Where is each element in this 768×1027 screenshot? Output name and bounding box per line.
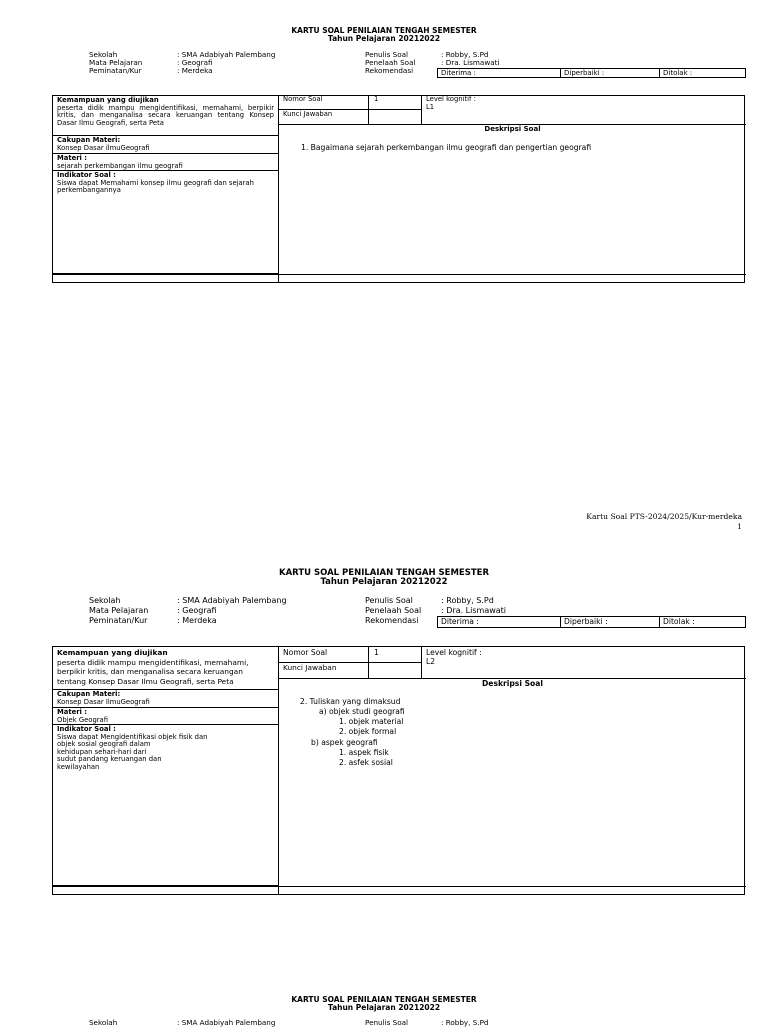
materi-text: Objek Geografi bbox=[57, 715, 108, 724]
footer-page-number: 1 bbox=[737, 522, 742, 531]
indikator-line: objek sosial geografi dalam bbox=[57, 740, 151, 749]
value-penulis: : Robby, S.Pd bbox=[441, 1018, 489, 1027]
materi-heading: Materi : bbox=[57, 154, 87, 162]
diperbaiki-cell: Diperbaiki : bbox=[561, 617, 660, 627]
indikator-heading: Indikator Soal : bbox=[57, 725, 116, 733]
kemampuan-text: peserta didik mampu mengidentifikasi, memahami, berpikir kritis, dan menganalisa secara keruangan tentang Konsep Dasar Ilmu Geografi, serta Peta bbox=[57, 657, 249, 686]
materi-heading: Materi : bbox=[57, 708, 87, 716]
materi-text: sejarah perkembangan ilmu geografi bbox=[57, 161, 183, 170]
document-title: KARTU SOAL PENILAIAN TENGAH SEMESTER bbox=[291, 26, 477, 35]
level-kognitif-label: Level kognitif : bbox=[426, 95, 476, 103]
label-mapel: Mata Pelajaran bbox=[89, 606, 149, 615]
question-line: a) objek studi geografi bbox=[319, 707, 405, 716]
value-penelaah: : Dra. Lismawati bbox=[441, 58, 500, 67]
label-penelaah: Penelaah Soal bbox=[365, 58, 416, 67]
cakupan-heading: Cakupan Materi: bbox=[57, 690, 121, 698]
document-title: KARTU SOAL PENILAIAN TENGAH SEMESTER bbox=[279, 568, 489, 578]
footer-doc-code: Kartu Soal PTS-2024/2025/Kur-merdeka bbox=[586, 512, 742, 521]
level-kognitif-label: Level kognitif : bbox=[426, 648, 482, 657]
cakupan-text: Konsep Dasar IlmuGeografi bbox=[57, 697, 150, 706]
nomor-soal-label: Nomor Soal bbox=[283, 95, 323, 103]
label-peminatan: Peminatan/Kur bbox=[89, 66, 142, 75]
value-sekolah: : SMA Adabiyah Palembang bbox=[177, 1018, 276, 1027]
level-kognitif-value: L2 bbox=[426, 657, 436, 666]
question-line: 1. aspek fisik bbox=[339, 748, 389, 757]
indikator-heading: Indikator Soal : bbox=[57, 171, 116, 179]
question-line: 2. objek formal bbox=[339, 727, 397, 736]
label-sekolah: Sekolah bbox=[89, 1018, 118, 1027]
value-peminatan: : Merdeka bbox=[177, 66, 213, 75]
kemampuan-heading: Kemampuan yang diujikan bbox=[57, 96, 159, 104]
kunci-jawaban-label: Kunci Jawaban bbox=[283, 110, 333, 118]
diterima-cell: Diterima : bbox=[438, 69, 561, 77]
label-sekolah: Sekolah bbox=[89, 596, 121, 605]
diperbaiki-cell: Diperbaiki : bbox=[561, 69, 660, 77]
indikator-line: sudut pandang keruangan dan bbox=[57, 755, 162, 764]
indikator-line: Siswa dapat Mengidentifikasi objek fisik dan bbox=[57, 732, 208, 741]
value-mapel: : Geografi bbox=[177, 58, 213, 67]
cakupan-heading: Cakupan Materi: bbox=[57, 136, 121, 144]
deskripsi-soal-heading: Deskripsi Soal bbox=[484, 125, 541, 133]
ditolak-cell: Ditolak : bbox=[663, 69, 693, 77]
label-sekolah: Sekolah bbox=[89, 50, 118, 59]
level-kognitif-value: L1 bbox=[426, 103, 435, 111]
nomor-soal-value: 1 bbox=[374, 648, 379, 657]
label-penulis: Penulis Soal bbox=[365, 596, 413, 605]
label-penulis: Penulis Soal bbox=[365, 1018, 408, 1027]
value-sekolah: : SMA Adabiyah Palembang bbox=[177, 596, 287, 605]
indikator-text: Siswa dapat Memahami konsep ilmu geografi dan sejarah perkembangannya bbox=[57, 178, 254, 195]
value-mapel: : Geografi bbox=[177, 606, 217, 615]
value-penulis: : Robby, S.Pd bbox=[441, 50, 489, 59]
ditolak-cell: Ditolak : bbox=[663, 617, 695, 626]
nomor-soal-value: 1 bbox=[374, 95, 379, 103]
nomor-soal-label: Nomor Soal bbox=[283, 648, 328, 657]
value-sekolah: : SMA Adabiyah Palembang bbox=[177, 50, 276, 59]
indikator-line: kewilayahan bbox=[57, 762, 100, 771]
question-line: 1. objek material bbox=[339, 717, 404, 726]
cakupan-text: Konsep Dasar ilmuGeografi bbox=[57, 143, 150, 152]
label-rekomendasi: Rekomendasi bbox=[365, 616, 419, 625]
value-peminatan: : Merdeka bbox=[177, 616, 217, 625]
document-title: KARTU SOAL PENILAIAN TENGAH SEMESTER bbox=[291, 995, 477, 1004]
question-line: 2. Tuliskan yang dimaksud bbox=[300, 697, 401, 706]
question-line: 2. asfek sosial bbox=[339, 758, 393, 767]
kunci-jawaban-label: Kunci Jawaban bbox=[283, 663, 337, 672]
deskripsi-soal-heading: Deskripsi Soal bbox=[482, 679, 543, 688]
label-penulis: Penulis Soal bbox=[365, 50, 408, 59]
label-penelaah: Penelaah Soal bbox=[365, 606, 422, 615]
value-penelaah: : Dra. Lismawati bbox=[441, 606, 507, 615]
label-peminatan: Peminatan/Kur bbox=[89, 616, 148, 625]
diterima-cell: Diterima : bbox=[438, 617, 561, 627]
question-line: b) aspek geografi bbox=[311, 738, 378, 747]
document-subtitle: Tahun Pelajaran 20212022 bbox=[327, 34, 441, 43]
label-rekomendasi: Rekomendasi bbox=[365, 66, 414, 75]
question-text: 1. Bagaimana sejarah perkembangan ilmu geografi dan pengertian geografi bbox=[301, 143, 592, 152]
document-subtitle: Tahun Pelajaran 20212022 bbox=[327, 1003, 441, 1012]
label-mapel: Mata Pelajaran bbox=[89, 58, 143, 67]
value-penulis: : Robby, S.Pd bbox=[441, 596, 494, 605]
kemampuan-heading: Kemampuan yang diujikan bbox=[57, 648, 168, 657]
indikator-line: kehidupan sehari-hari dari bbox=[57, 747, 147, 756]
document-subtitle: Tahun Pelajaran 20212022 bbox=[320, 577, 448, 587]
kemampuan-text: peserta didik mampu mengidentifikasi, memahami, berpikir kritis, dan menganalisa secara keruangan tentang Konsep Dasar Ilmu Geografi, serta Peta bbox=[57, 103, 274, 127]
